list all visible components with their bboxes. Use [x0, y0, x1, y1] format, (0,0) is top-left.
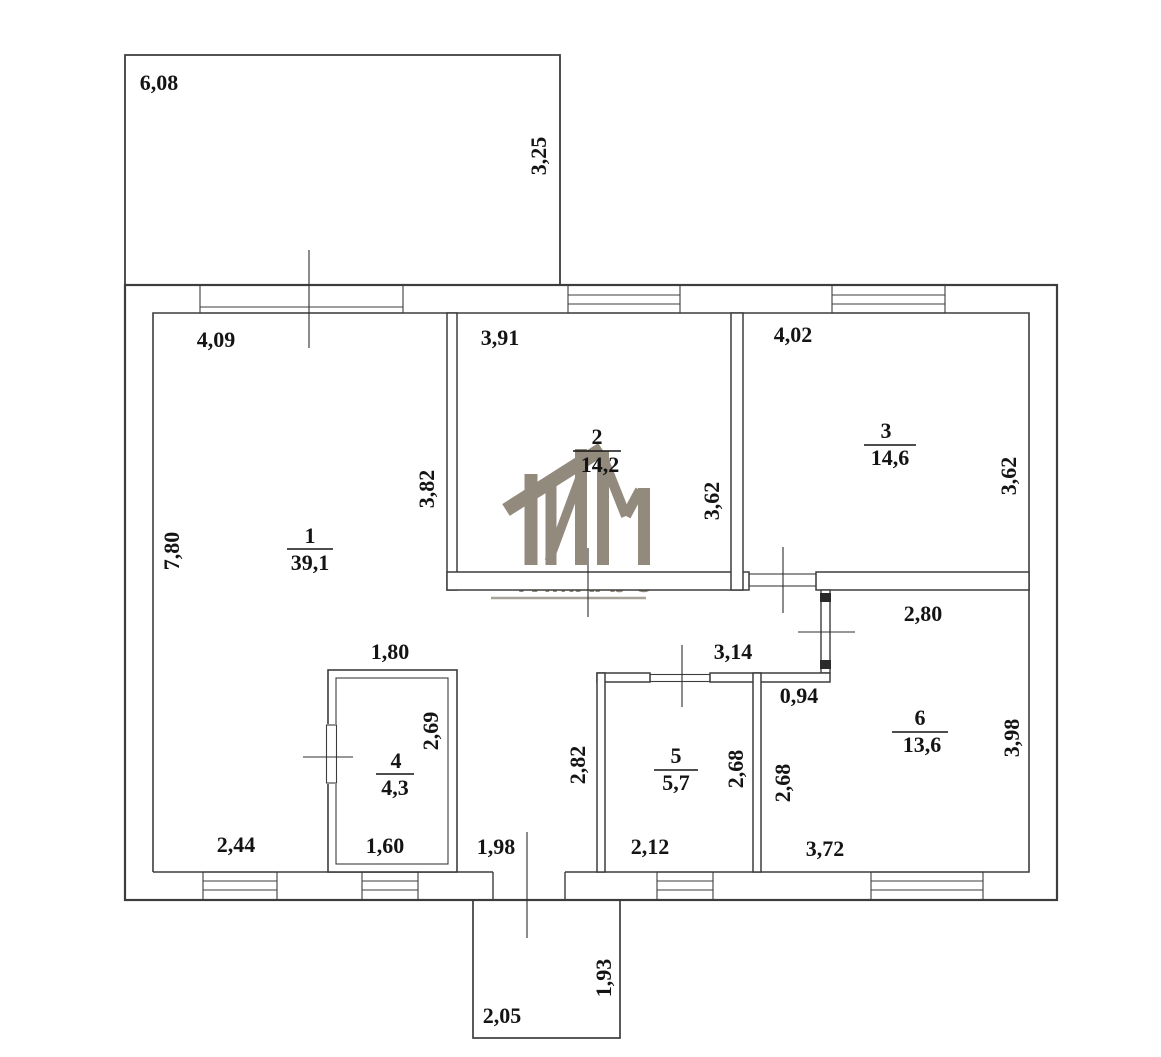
entrance-door-opening — [493, 872, 565, 900]
dim-room4-right: 2,69 — [418, 711, 443, 751]
dim-porch-depth: 1,93 — [591, 958, 616, 998]
dim-terrace-width: 6,08 — [139, 70, 179, 95]
room1-label — [287, 523, 333, 575]
dim-room3-top: 4,02 — [773, 322, 813, 347]
room3-label — [864, 418, 916, 470]
dim-room6-top: 2,80 — [903, 601, 943, 626]
room5-label — [654, 743, 698, 795]
room6-label — [892, 705, 948, 757]
dim-room2-right: 3,62 — [699, 481, 724, 521]
svg-text:4,3: 4,3 — [381, 775, 409, 800]
window-room4-bottom — [362, 872, 418, 900]
dim-room2-top: 3,91 — [480, 325, 520, 350]
svg-text:5,7: 5,7 — [662, 770, 690, 795]
dim-room6-topleft: 0,94 — [779, 683, 819, 708]
dim-room5-right: 2,68 — [723, 749, 748, 789]
svg-text:13,6: 13,6 — [902, 732, 942, 757]
dim-terrace-depth: 3,25 — [526, 136, 551, 176]
dim-room6-bottom: 3,72 — [805, 836, 845, 861]
terrace-outline — [125, 55, 560, 285]
svg-text:5: 5 — [670, 743, 682, 768]
dim-room6-right: 3,98 — [999, 718, 1024, 758]
dim-hallway-width: 3,14 — [713, 639, 753, 664]
window-room2-top — [568, 285, 680, 313]
dim-room5-left: 2,82 — [565, 745, 590, 785]
dim-entry-width: 1,98 — [476, 834, 516, 859]
svg-text:4: 4 — [390, 748, 402, 773]
svg-text:14,6: 14,6 — [870, 445, 910, 470]
dim-room1-left: 7,80 — [159, 531, 184, 571]
dim-porch-width: 2,05 — [482, 1003, 522, 1028]
svg-text:1: 1 — [304, 523, 316, 548]
room2-label — [573, 424, 621, 477]
dim-room2-left: 3,82 — [414, 469, 439, 509]
svg-text:3: 3 — [880, 418, 892, 443]
window-room1-top — [200, 285, 403, 313]
svg-text:39,1: 39,1 — [290, 550, 330, 575]
dim-room1-bottom: 2,44 — [216, 832, 256, 857]
window-room5-bottom — [657, 872, 713, 900]
room5-door-threshold — [650, 675, 710, 682]
svg-text:14,2: 14,2 — [580, 452, 620, 477]
window-room6-bottom — [871, 872, 983, 900]
dim-room4-bottom: 1,60 — [365, 833, 405, 858]
svg-text:2: 2 — [591, 424, 603, 449]
dim-room3-right: 3,62 — [996, 456, 1021, 496]
dim-room5-bottom: 2,12 — [630, 834, 670, 859]
dim-room6-left: 2,68 — [770, 763, 795, 803]
dim-room4-top: 1,80 — [370, 639, 410, 664]
dim-room1-top: 4,09 — [196, 327, 236, 352]
window-room3-top — [832, 285, 945, 313]
svg-text:6: 6 — [914, 705, 926, 730]
window-room1-bottom — [203, 872, 277, 900]
